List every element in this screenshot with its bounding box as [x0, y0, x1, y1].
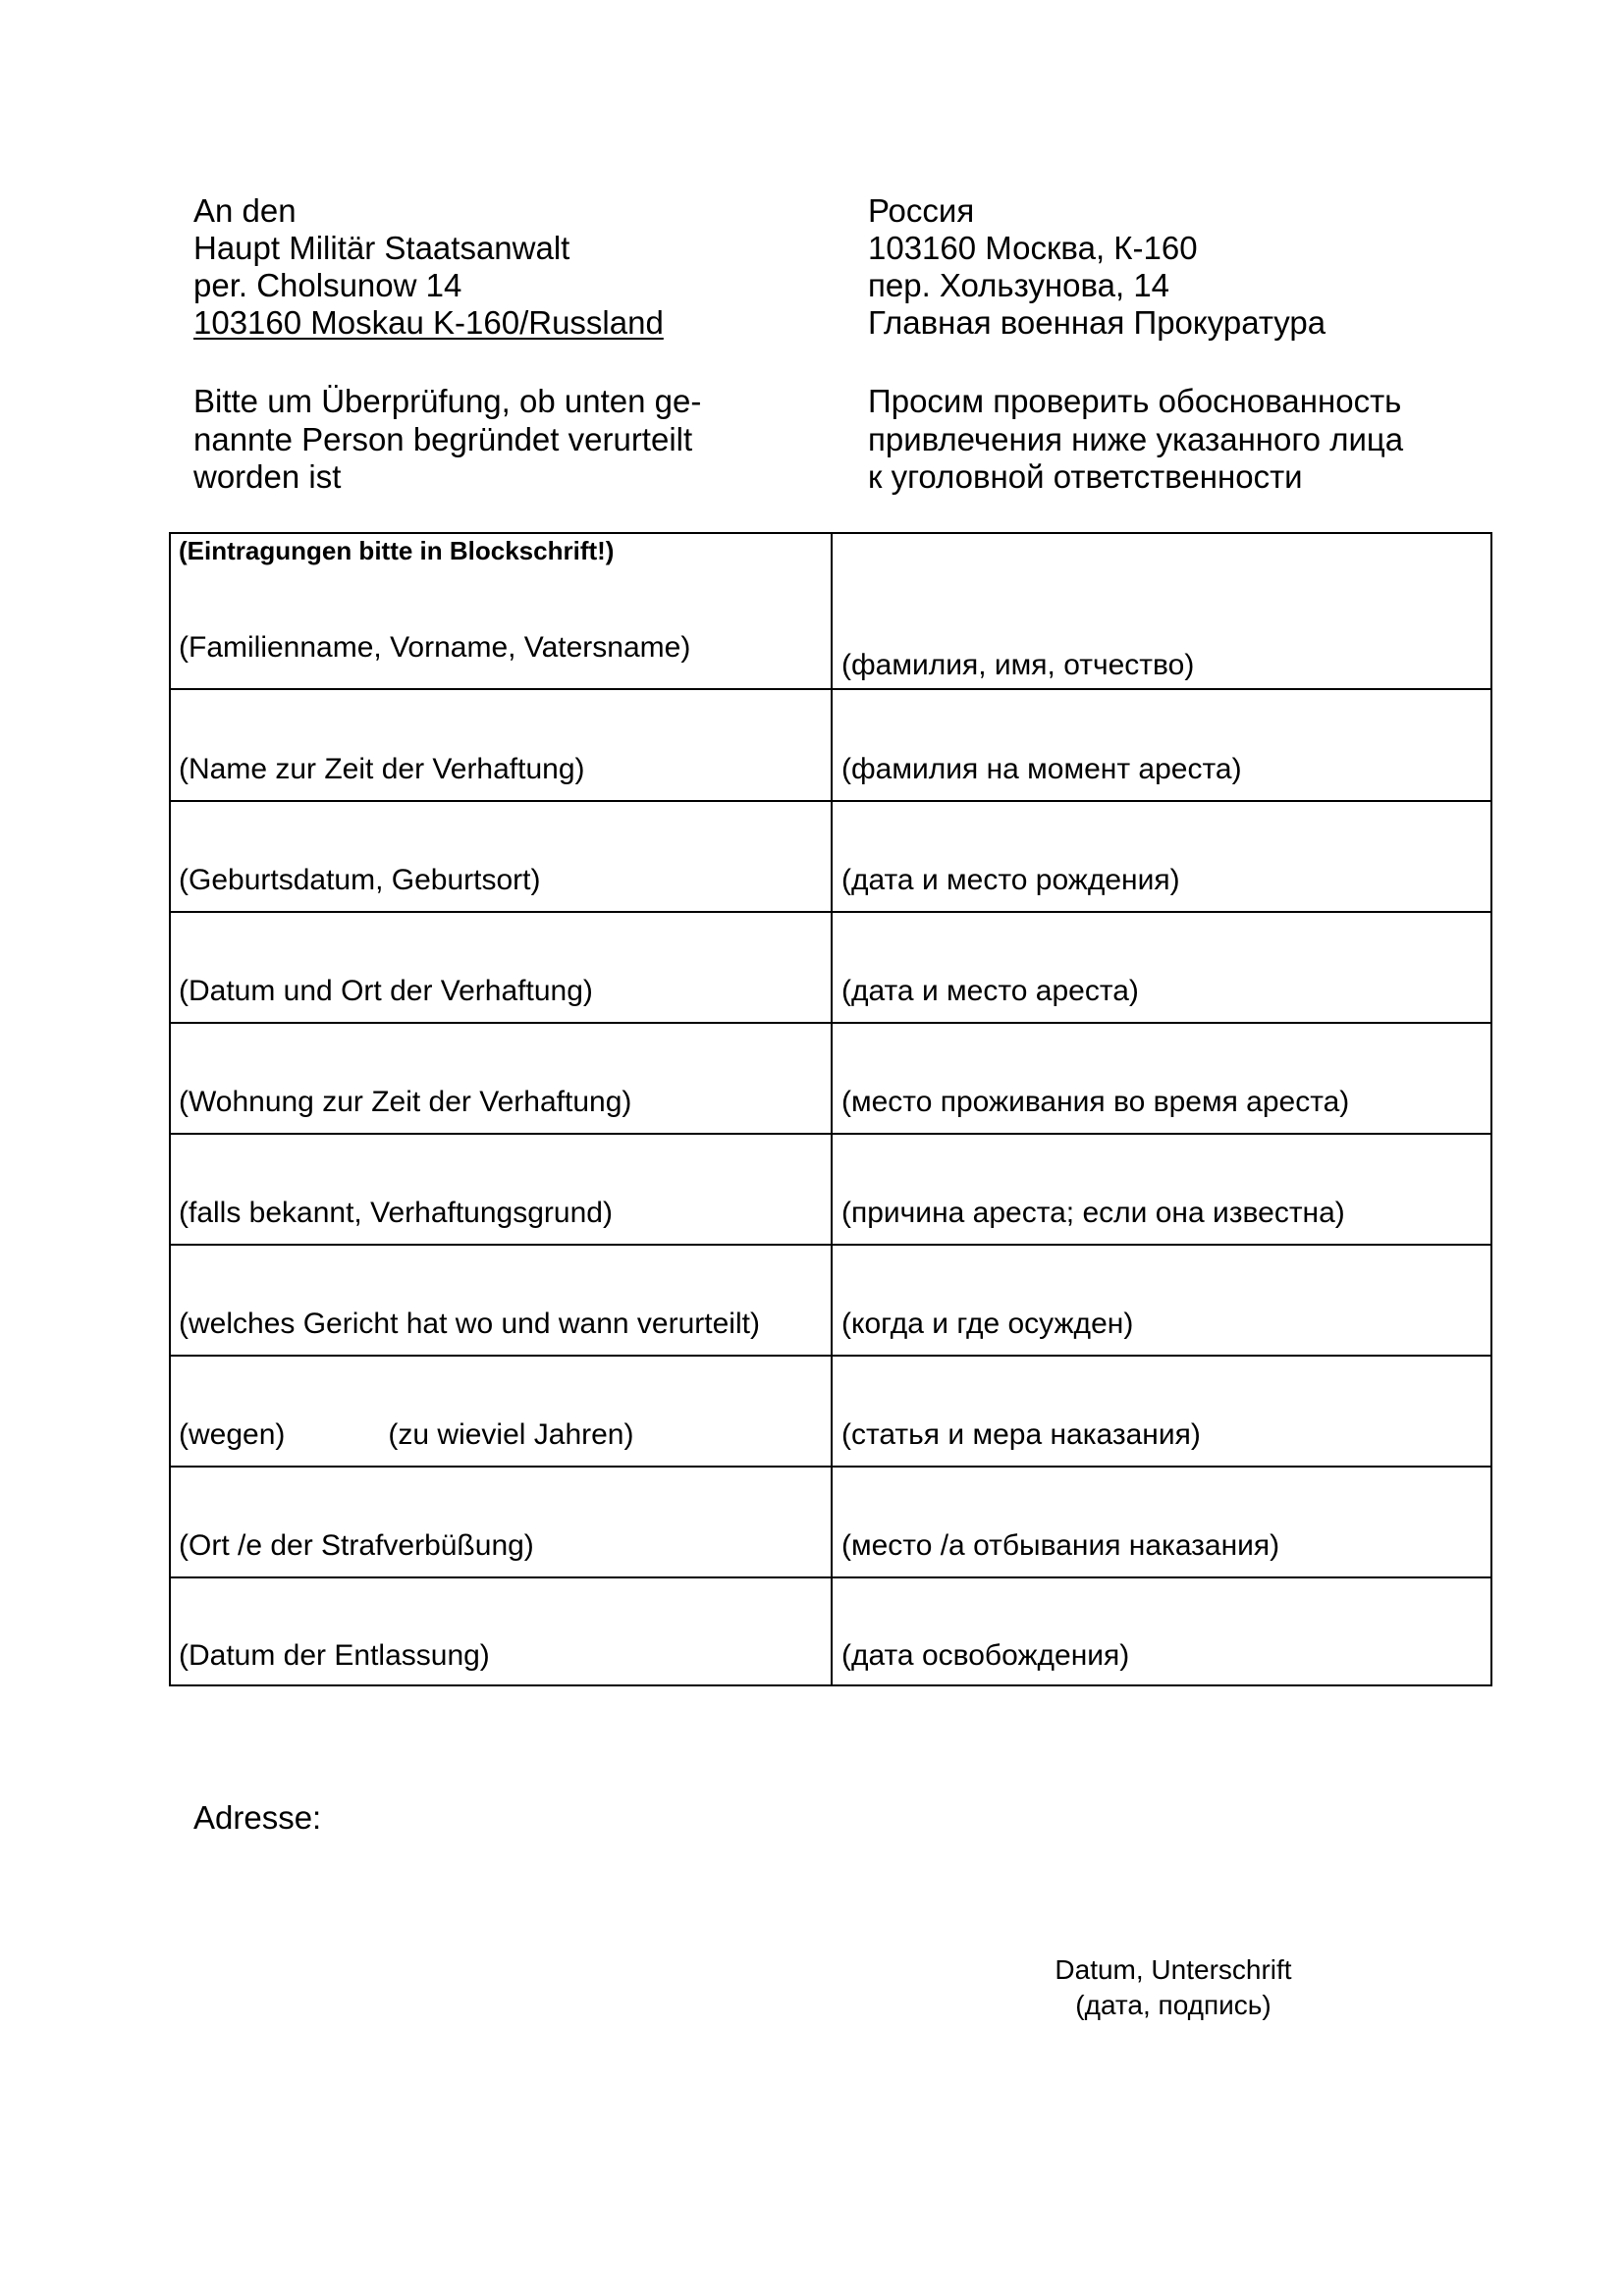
address-line: per. Cholsunow 14: [193, 267, 462, 303]
field-label-de: (Datum der Entlassung): [179, 1639, 490, 1672]
field-label-ru: (место /а отбывания наказания): [841, 1529, 1280, 1562]
recipient-address-ru: [868, 192, 1325, 342]
form-row-court[interactable]: [171, 1244, 1490, 1355]
signature-block: [1041, 1952, 1306, 2023]
address-line: Россия: [868, 192, 975, 229]
address-line: пер. Хользунова, 14: [868, 267, 1170, 303]
form-row-charge-sentence[interactable]: [171, 1355, 1490, 1466]
field-label-ru: (дата и место рождения): [841, 864, 1180, 896]
signature-label-de: Datum, Unterschrift: [1055, 1954, 1292, 1985]
sentence-years-label: (zu wieviel Jahren): [388, 1418, 634, 1451]
request-line: к уголовной ответственности: [868, 458, 1303, 495]
field-label-ru: (причина ареста; если она известна): [841, 1197, 1345, 1229]
form-row-place-of-sentence[interactable]: [171, 1466, 1490, 1576]
charge-label: (wegen): [179, 1418, 286, 1451]
address-line: Haupt Militär Staatsanwalt: [193, 230, 570, 266]
field-label-de: [179, 1418, 633, 1452]
request-line: nannte Person begründet verurteilt: [193, 420, 693, 457]
signature-label-ru: (дата, подпись): [1075, 1990, 1271, 2020]
form-row-full-name[interactable]: [171, 534, 1490, 688]
field-label-ru: (когда и где осужден): [841, 1308, 1134, 1340]
request-text-ru: [868, 383, 1403, 497]
form-row-birth[interactable]: [171, 800, 1490, 911]
request-line: Просим проверить обоснованность: [868, 383, 1402, 419]
person-details-form: [169, 532, 1492, 1686]
address-line: Главная военная Прокуратура: [868, 304, 1326, 341]
field-label-de: (Ort /e der Strafverbüßung): [179, 1529, 534, 1562]
request-line: worden ist: [193, 458, 342, 495]
form-row-residence-at-arrest[interactable]: [171, 1022, 1490, 1133]
address-line: An den: [193, 192, 297, 229]
address-line: 103160 Moskau K-160/Russland: [193, 304, 664, 341]
form-row-release-date[interactable]: [171, 1576, 1490, 1686]
address-line: 103160 Москва, К-160: [868, 230, 1198, 266]
field-label-ru: (фамилия на момент ареста): [841, 753, 1242, 785]
request-text-de: [193, 383, 701, 497]
field-label-de: (Wohnung zur Zeit der Verhaftung): [179, 1086, 632, 1118]
form-row-arrest-reason[interactable]: [171, 1133, 1490, 1244]
field-label-de: (welches Gericht hat wo und wann verurteilt): [179, 1308, 760, 1340]
block-letters-instruction: (Eintragungen bitte in Blockschrift!): [179, 536, 615, 565]
field-label-de: (Familienname, Vorname, Vatersname): [179, 631, 691, 664]
address-label: Adresse:: [193, 1799, 322, 1836]
field-label-ru: (дата и место ареста): [841, 975, 1139, 1007]
request-line: Bitte um Überprüfung, ob unten ge-: [193, 383, 702, 419]
field-label-ru: (фамилия, имя, отчество): [841, 649, 1195, 681]
field-label-de: (Name zur Zeit der Verhaftung): [179, 753, 585, 785]
field-label-ru: (место проживания во время ареста): [841, 1086, 1350, 1118]
field-label-ru: (дата освобождения): [841, 1639, 1130, 1672]
form-row-name-at-arrest[interactable]: [171, 688, 1490, 800]
request-line: привлечения ниже указанного лица: [868, 420, 1404, 457]
field-label-de: (Datum und Ort der Verhaftung): [179, 975, 593, 1007]
form-row-arrest-date-place[interactable]: [171, 911, 1490, 1022]
field-label-de: (falls bekannt, Verhaftungsgrund): [179, 1197, 613, 1229]
field-label-de: (Geburtsdatum, Geburtsort): [179, 864, 541, 896]
field-label-ru: (статья и мера наказания): [841, 1418, 1201, 1451]
recipient-address-de: [193, 192, 664, 342]
